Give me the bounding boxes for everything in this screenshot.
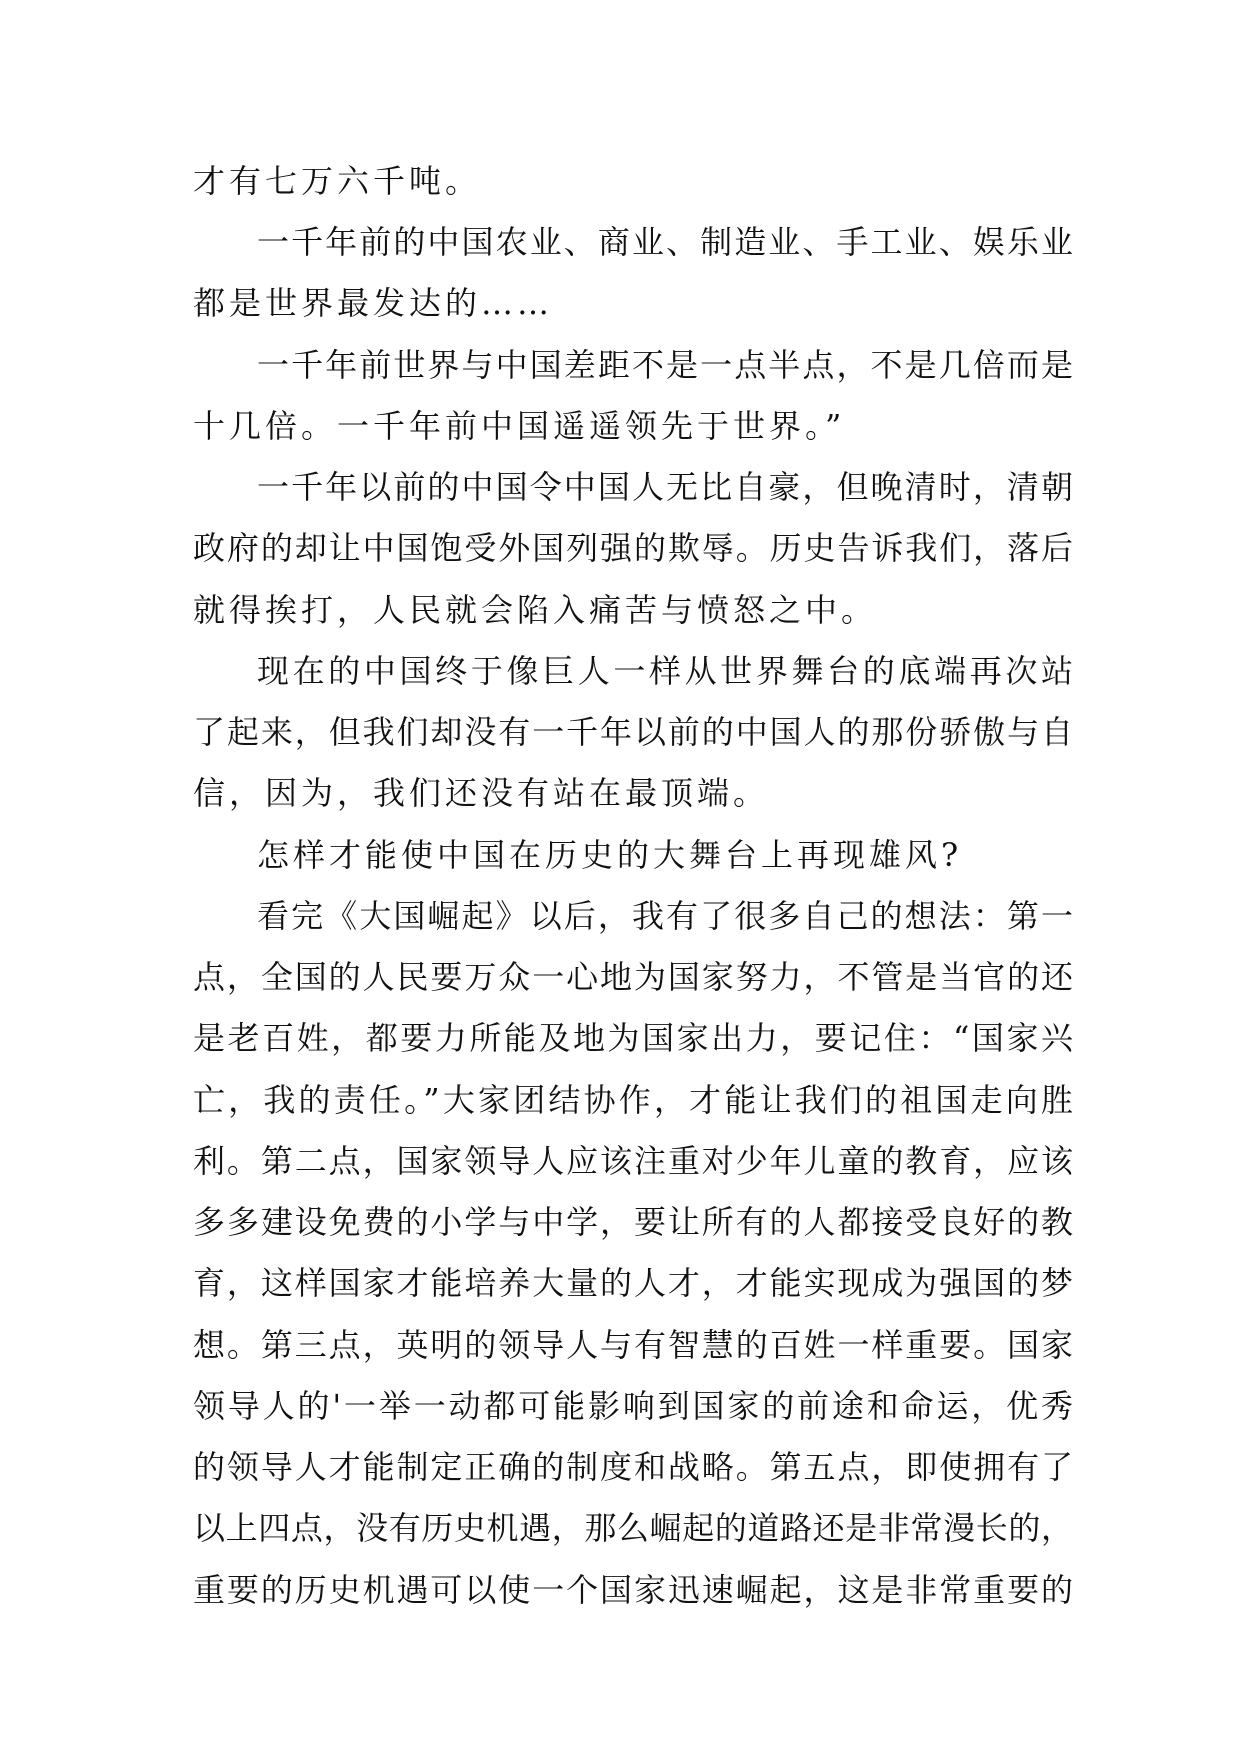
text-line: 多多建设免费的小学与中学，要让所有的人都接受良好的教	[193, 1203, 1073, 1241]
text-line: 育，这样国家才能培养大量的人才，才能实现成为强国的梦	[193, 1264, 1073, 1302]
text-line: 的领导人才能制定正确的制度和战略。第五点，即使拥有了	[193, 1448, 1073, 1486]
text-line: 信，因为，我们还没有站在最顶端。	[193, 774, 770, 812]
text-line: 怎样才能使中国在历史的大舞台上再现雄风?	[257, 836, 963, 874]
text-line: 现在的中国终于像巨人一样从世界舞台的底端再次站	[257, 652, 1073, 690]
text-line: 点，全国的人民要万众一心地为国家努力，不管是当官的还	[193, 958, 1073, 996]
text-line: 利。第二点，国家领导人应该注重对少年儿童的教育，应该	[193, 1142, 1073, 1180]
text-line: 就得挨打，人民就会陷入痛苦与愤怒之中。	[193, 591, 878, 629]
text-line: 才有七万六千吨。	[193, 162, 482, 200]
text-line: 亡，我的责任。”大家团结协作，才能让我们的祖国走向胜	[193, 1081, 1073, 1119]
text-line: 重要的历史机遇可以使一个国家迅速崛起，这是非常重要的	[193, 1571, 1073, 1609]
text-line: 都是世界最发达的……	[193, 284, 554, 322]
text-line: 一千年以前的中国令中国人无比自豪，但晚清时，清朝	[257, 468, 1073, 506]
text-line: 领导人的'一举一动都可能影响到国家的前途和命运，优秀	[193, 1387, 1073, 1425]
text-line: 想。第三点，英明的领导人与有智慧的百姓一样重要。国家	[193, 1326, 1073, 1364]
text-line: 是老百姓，都要力所能及地为国家出力，要记住：“国家兴	[193, 1019, 1073, 1057]
text-line: 看完《大国崛起》以后，我有了很多自己的想法：第一	[257, 897, 1073, 935]
text-line: 以上四点，没有历史机遇，那么崛起的道路还是非常漫长的，	[193, 1509, 1073, 1547]
text-line: 了起来，但我们却没有一千年以前的中国人的那份骄傲与自	[193, 713, 1073, 751]
text-line: 一千年前世界与中国差距不是一点半点，不是几倍而是	[257, 346, 1073, 384]
text-line: 政府的却让中国饱受外国列强的欺辱。历史告诉我们，落后	[193, 529, 1073, 567]
text-line: 十几倍。一千年前中国遥遥领先于世界。”	[193, 407, 846, 445]
text-line: 一千年前的中国农业、商业、制造业、手工业、娱乐业	[257, 223, 1073, 261]
